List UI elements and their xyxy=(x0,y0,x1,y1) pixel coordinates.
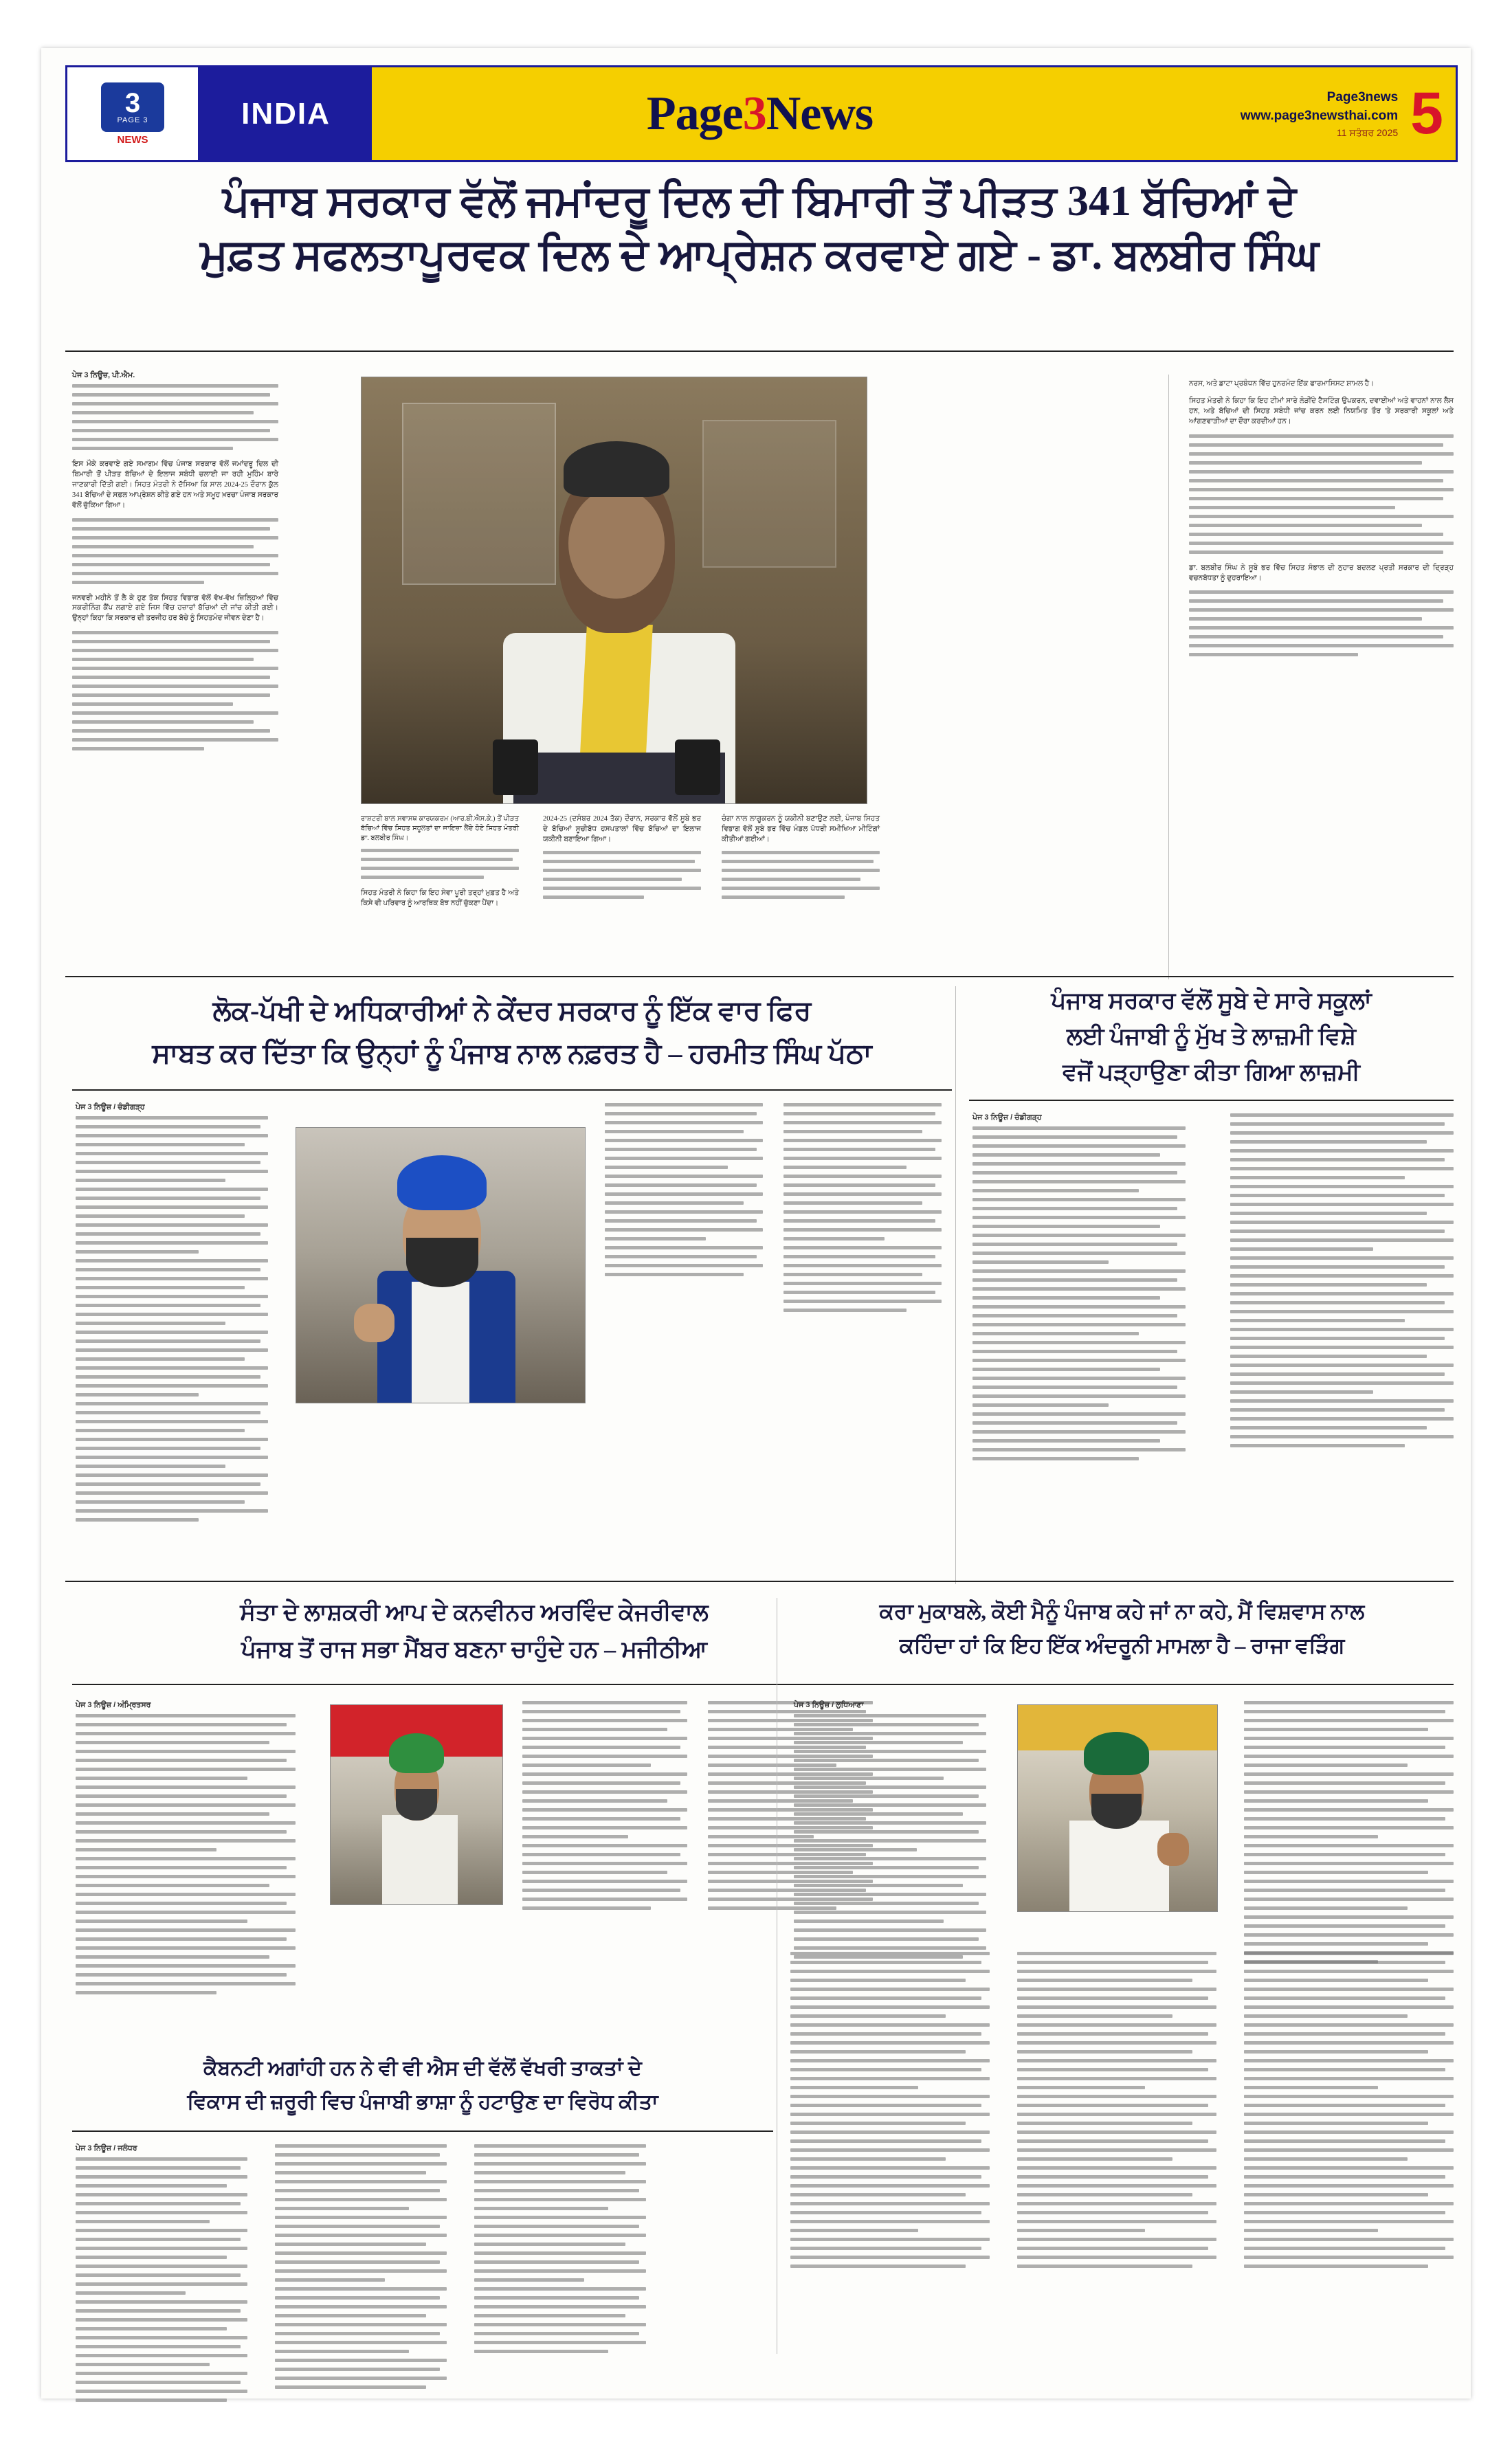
lead-col1-dense-lines xyxy=(72,384,278,450)
story4-headline-line2: ਪੰਜਾਬ ਤੋਂ ਰਾਜ ਸਭਾ ਮੈਂਬਰ ਬਣਨਾ ਚਾਹੁੰਦੇ ਹਨ – ਮਜੀਠੀਆ xyxy=(241,1637,708,1663)
story2-col-3 xyxy=(605,1103,763,1286)
lead-headline-line1: ਪੰਜਾਬ ਸਰਕਾਰ ਵੱਲੋਂ ਜਮਾਂਦਰੂ ਦਿਲ ਦੀ ਬਿਮਾਰੀ ਤੋਂ ਪੀੜਤ 341 ਬੱਚਿਆਂ ਦੇ xyxy=(222,178,1297,225)
story5-byline: ਪੇਜ 3 ਨਿਊਜ਼ / ਲੁਧਿਆਣਾ xyxy=(794,1701,864,1709)
story2-headline-line1: ਲੋਕ-ਪੱਖੀ ਦੇ ਅਧਿਕਾਰੀਆਂ ਨੇ ਕੇਂਦਰ ਸਰਕਾਰ ਨੂੰ ਇੱਕ ਵਾਰ ਫਿਰ xyxy=(212,995,812,1026)
story6-col-1 xyxy=(76,2144,247,2412)
column-divider xyxy=(1168,375,1169,979)
bottom-right-col-1 xyxy=(1017,1952,1216,2278)
masthead xyxy=(65,65,1458,162)
divider-under-headline xyxy=(65,350,1454,352)
column-divider-2 xyxy=(955,986,956,1584)
story4-col-1 xyxy=(76,1701,296,2004)
lead-headline-line2: ਮੁਫ਼ਤ ਸਫਲਤਾਪੂਰਵਕ ਦਿਲ ਦੇ ਆਪ੍ਰੇਸ਼ਨ ਕਰਵਾਏ ਗਏ - ਡਾ. ਬਲਬੀਰ ਸਿੰਘ xyxy=(200,231,1319,278)
story3-col-2 xyxy=(1230,1113,1454,1457)
story5-headline-line1: ਕਰਾ ਮੁਕਾਬਲੇ, ਕੋਈ ਮੈਨੂੰ ਪੰਜਾਬ ਕਹੇ ਜਾਂ ਨਾ ਕਹੇ, ਮੈਂ ਵਿਸ਼ਵਾਸ ਨਾਲ xyxy=(879,1599,1365,1623)
publication-logo xyxy=(67,67,200,160)
lead-col-5 xyxy=(722,814,880,909)
date-line: 11 ਸਤੰਬਰ 2025 xyxy=(1336,126,1399,138)
lead-col5-text: ਚੰਗਾ ਨਾਲ ਲਾਗੂਕਰਨ ਨੂੰ ਯਕੀਨੀ ਬਣਾਉਣ ਲਈ, ਪੰਜਾਬ ਸਿਹਤ ਵਿਭਾਗ ਵੱਲੋਂ ਸੂਬੇ ਭਰ ਵਿੱਚ ਮੰਡਲ ਪੱਧਰੀ ਸਮੀਖਿਆ ਮੀਟਿੰਗਾਂ ਕੀਤੀਆਂ ਗਈਆਂ। xyxy=(722,815,880,843)
story6-headline-line1: ਕੈਬਨਟੀ ਅਗਾਂਹੀ ਹਨ ਨੇ ਵੀ ਵੀ ਐਸ ਦੀ ਵੱਲੋਂ ਵੱਖਰੀ ਤਾਕਤਾਂ ਦੇ xyxy=(203,2057,642,2080)
lead-col2-text: ਜਨਵਰੀ ਮਹੀਨੇ ਤੋਂ ਲੈ ਕੇ ਹੁਣ ਤੱਕ ਸਿਹਤ ਵਿਭਾਗ ਵੱਲੋਂ ਵੱਖ-ਵੱਖ ਜ਼ਿਲ੍ਹਿਆਂ ਵਿੱਚ ਸਕਰੀਨਿੰਗ ਕੈਂਪ ਲਗਾਏ ਗਏ ਜਿਸ ਵਿੱਚ ਹਜ਼ਾਰਾਂ ਬੱਚਿਆਂ ਦੀ ਜਾਂਚ ਕੀਤੀ ਗਈ। ਉਨ੍ਹਾਂ ਕਿਹਾ ਕਿ ਸਰਕਾਰ ਦੀ ਤਰਜੀਹ ਹਰ ਬੱਚੇ ਨੂੰ ਸਿਹਤਮੰਦ ਜੀਵਨ ਦੇਣਾ ਹੈ। xyxy=(72,594,278,623)
lead-col6c-text: ਡਾ. ਬਲਬੀਰ ਸਿੰਘ ਨੇ ਸੂਬੇ ਭਰ ਵਿੱਚ ਸਿਹਤ ਸੰਭਾਲ ਦੀ ਨੁਹਾਰ ਬਦਲਣ ਪ੍ਰਤੀ ਸਰਕਾਰ ਦੀ ਦ੍ਰਿੜ੍ਹ ਵਚਨਬੱਧਤਾ ਨੂੰ ਦੁਹਰਾਇਆ। xyxy=(1189,564,1454,582)
story5-col-3 xyxy=(1244,1701,1454,1973)
story3-headline-line3: ਵਜੋਂ ਪੜ੍ਹਾਉਣਾ ਕੀਤਾ ਗਿਆ ਲਾਜ਼ਮੀ xyxy=(1063,1060,1360,1086)
masthead-title xyxy=(372,67,1148,160)
logo-number: 3 xyxy=(124,88,141,118)
lead-col3-text: ਸਿਹਤ ਮੰਤਰੀ ਨੇ ਕਿਹਾ ਕਿ ਇਹ ਸੇਵਾ ਪੂਰੀ ਤਰ੍ਹਾਂ ਮੁਫ਼ਤ ਹੈ ਅਤੇ ਕਿਸੇ ਵੀ ਪਰਿਵਾਰ ਨੂੰ ਆਰਥਿਕ ਬੋਝ ਨਹੀਂ ਚੁੱਕਣਾ ਪੈਂਦਾ। xyxy=(361,889,519,907)
lead-col-3 xyxy=(361,814,519,909)
story6-headline-line2: ਵਿਕਾਸ ਦੀ ਜ਼ਰੂਰੀ ਵਿਚ ਪੰਜਾਬੀ ਭਾਸ਼ਾ ਨੂੰ ਹਟਾਉਣ ਦਾ ਵਿਰੋਧ ਕੀਤਾ xyxy=(187,2091,658,2113)
story2-headline-line2: ਸਾਬਤ ਕਰ ਦਿੱਤਾ ਕਿ ਉਨ੍ਹਾਂ ਨੂੰ ਪੰਜਾਬ ਨਾਲ ਨਫ਼ਰਤ ਹੈ – ਹਰਮੀਤ ਸਿੰਘ ਪੱਠਾ xyxy=(152,1038,872,1069)
story3-divider xyxy=(969,1100,1454,1101)
story2-header xyxy=(72,993,952,1071)
logo-badge-icon xyxy=(101,82,164,132)
title-number: 3 xyxy=(742,87,766,140)
bottom-right-col-2 xyxy=(1244,1952,1454,2278)
lead-col1-text: ਇਸ ਮੌਕੇ ਕਰਵਾਏ ਗਏ ਸਮਾਗਮ ਵਿੱਚ ਪੰਜਾਬ ਸਰਕਾਰ ਵੱਲੋਂ ਜਮਾਂਦਰੂ ਦਿਲ ਦੀ ਬਿਮਾਰੀ ਤੋਂ ਪੀੜਤ ਬੱਚਿਆਂ ਦੇ ਇਲਾਜ ਸਬੰਧੀ ਚਲਾਈ ਜਾ ਰਹੀ ਮੁਹਿੰਮ ਬਾਰੇ ਜਾਣਕਾਰੀ ਦਿੱਤੀ ਗਈ। ਸਿਹਤ ਮੰਤਰੀ ਨੇ ਦੱਸਿਆ ਕਿ ਸਾਲ 2024-25 ਦੌਰਾਨ ਕੁੱਲ 341 ਬੱਚਿਆਂ ਦੇ ਸਫ਼ਲ ਆਪ੍ਰੇਸ਼ਨ ਕੀਤੇ ਗਏ ਹਨ ਅਤੇ ਸਮੂਹ ਖ਼ਰਚਾ ਪੰਜਾਬ ਸਰਕਾਰ ਵੱਲੋਂ ਚੁੱਕਿਆ ਗਿਆ। xyxy=(72,460,278,509)
story3-col-1 xyxy=(972,1113,1186,1470)
lead-col4-text: 2024-25 (ਦਸੰਬਰ 2024 ਤੱਕ) ਦੌਰਾਨ, ਸਰਕਾਰ ਵੱਲੋਂ ਸੂਬੇ ਭਰ ਦੇ ਬੱਚਿਆਂ ਸੂਚੀਬੱਧ ਹਸਪਤਾਲਾਂ ਵਿੱਚ ਬੱਚਿਆਂ ਦਾ ਇਲਾਜ ਯਕੀਨੀ ਬਣਾਇਆ ਗਿਆ। xyxy=(543,815,701,843)
lead-col-4 xyxy=(543,814,701,909)
story5-col-1 xyxy=(794,1701,986,1968)
story4-divider xyxy=(72,1684,876,1685)
story5-header xyxy=(790,1598,1454,1660)
logo-page3: PAGE 3 xyxy=(117,116,148,124)
story4-photo xyxy=(330,1704,503,1905)
lead-headline xyxy=(65,175,1454,282)
story5-photo xyxy=(1017,1704,1218,1912)
divider-mid-1 xyxy=(65,976,1454,977)
story4-headline-line1: ਸੰਤਾ ਦੇ ਲਾਸ਼ਕਰੀ ਆਪ ਦੇ ਕਨਵੀਨਰ ਅਰਵਿੰਦ ਕੇਜਰੀਵਾਲ xyxy=(240,1600,709,1625)
story3-headline-line1: ਪੰਜਾਬ ਸਰਕਾਰ ਵੱਲੋਂ ਸੂਬੇ ਦੇ ਸਾਰੇ ਸਕੂਲਾਂ xyxy=(1051,988,1372,1014)
story4-byline: ਪੇਜ 3 ਨਿਊਜ਼ / ਅੰਮ੍ਰਿਤਸਰ xyxy=(76,1701,151,1709)
masthead-right xyxy=(1148,67,1456,160)
story3-headline-line2: ਲਈ ਪੰਜਾਬੀ ਨੂੰ ਮੁੱਖ ਤੇ ਲਾਜ਼ਮੀ ਵਿਸ਼ੇ xyxy=(1067,1024,1356,1050)
lead-col6b-text: ਸਿਹਤ ਮੰਤਰੀ ਨੇ ਕਿਹਾ ਕਿ ਇਹ ਟੀਮਾਂ ਸਾਰੇ ਲੋੜੀਂਦੇ ਟੈਸਟਿੰਗ ਉਪਕਰਨ, ਦਵਾਈਆਂ ਅਤੇ ਵਾਹਨਾਂ ਨਾਲ ਲੈਸ ਹਨ, ਅਤੇ ਬੱਚਿਆਂ ਦੀ ਸਿਹਤ ਸਬੰਧੀ ਜਾਂਚ ਕਰਨ ਲਈ ਨਿਯਮਿਤ ਤੌਰ 'ਤੇ ਸਰਕਾਰੀ ਸਕੂਲਾਂ ਅਤੇ ਆਂਗਣਵਾੜੀਆਂ ਦਾ ਦੌਰਾ ਕਰਦੀਆਂ ਹਨ। xyxy=(1189,397,1454,425)
lead-photo xyxy=(361,377,867,804)
lead-photo-caption: ਰਾਸ਼ਟਰੀ ਬਾਲ ਸਵਾਸਥ ਕਾਰਯਕਰਮ (ਆਰ.ਬੀ.ਐਸ.ਕੇ.) ਤੋਂ ਪੀੜਤ ਬੱਚਿਆਂ ਵਿੱਚ ਸਿਹਤ ਸਹੂਲਤਾਂ ਦਾ ਜਾਇਜ਼ਾ ਲੈਂਦੇ ਹੋਏ ਸਿਹਤ ਮੰਤਰੀ ਡਾ. ਬਲਬੀਰ ਸਿੰਘ। xyxy=(361,815,519,842)
title-right: News xyxy=(766,87,874,140)
lead-col-6 xyxy=(1189,379,1454,666)
story2-col-1 xyxy=(76,1103,268,1531)
website-url[interactable]: www.page3newsthai.com xyxy=(1240,109,1399,124)
story3-header xyxy=(969,986,1454,1089)
lead-col-1 xyxy=(72,371,278,760)
story6-col-2 xyxy=(275,2144,447,2399)
lead-col6a-text: ਨਰਸ, ਅਤੇ ਡਾਟਾ ਪ੍ਰਬੰਧਨ ਵਿੱਚ ਹੁਨਰਮੰਦ ਇੱਕ ਫਾਰਮਾਸਿਸਟ ਸ਼ਾਮਲ ਹੈ। xyxy=(1189,380,1375,388)
title-left: Page xyxy=(646,87,743,140)
story6-byline: ਪੇਜ 3 ਨਿਊਜ਼ / ਜਲੰਧਰ xyxy=(76,2144,137,2152)
story2-byline: ਪੇਜ 3 ਨਿਊਜ਼ / ਚੰਡੀਗੜ੍ਹ xyxy=(76,1103,145,1111)
story2-photo xyxy=(296,1127,586,1403)
page-number: 5 xyxy=(1410,80,1443,147)
story6-divider xyxy=(72,2130,773,2132)
story5-headline-line2: ਕਹਿੰਦਾ ਹਾਂ ਕਿ ਇਹ ਇੱਕ ਅੰਦਰੂਨੀ ਮਾਮਲਾ ਹੈ – ਰਾਜਾ ਵੜਿੰਗ xyxy=(899,1634,1345,1658)
story6-col-3 xyxy=(474,2144,646,2363)
story3-byline: ਪੇਜ 3 ਨਿਊਜ਼ / ਚੰਡੀਗੜ੍ਹ xyxy=(972,1113,1042,1122)
divider-mid-2 xyxy=(65,1581,1454,1582)
logo-news-text: NEWS xyxy=(117,133,148,146)
story4-col-3 xyxy=(522,1701,687,1920)
story4-header xyxy=(72,1598,876,1665)
lead-byline: ਪੇਜ 3 ਨਿਊਜ਼, ਪੀ.ਐਮ. xyxy=(72,371,135,379)
story2-divider xyxy=(72,1089,952,1091)
story5-divider xyxy=(790,1684,1454,1685)
bottom-right-col-0 xyxy=(790,1952,990,2278)
facebook-handle[interactable]: Page3news xyxy=(1326,89,1399,104)
edition-label: INDIA xyxy=(200,67,372,160)
story6-header xyxy=(72,2055,773,2115)
story2-col-4 xyxy=(783,1103,942,1322)
